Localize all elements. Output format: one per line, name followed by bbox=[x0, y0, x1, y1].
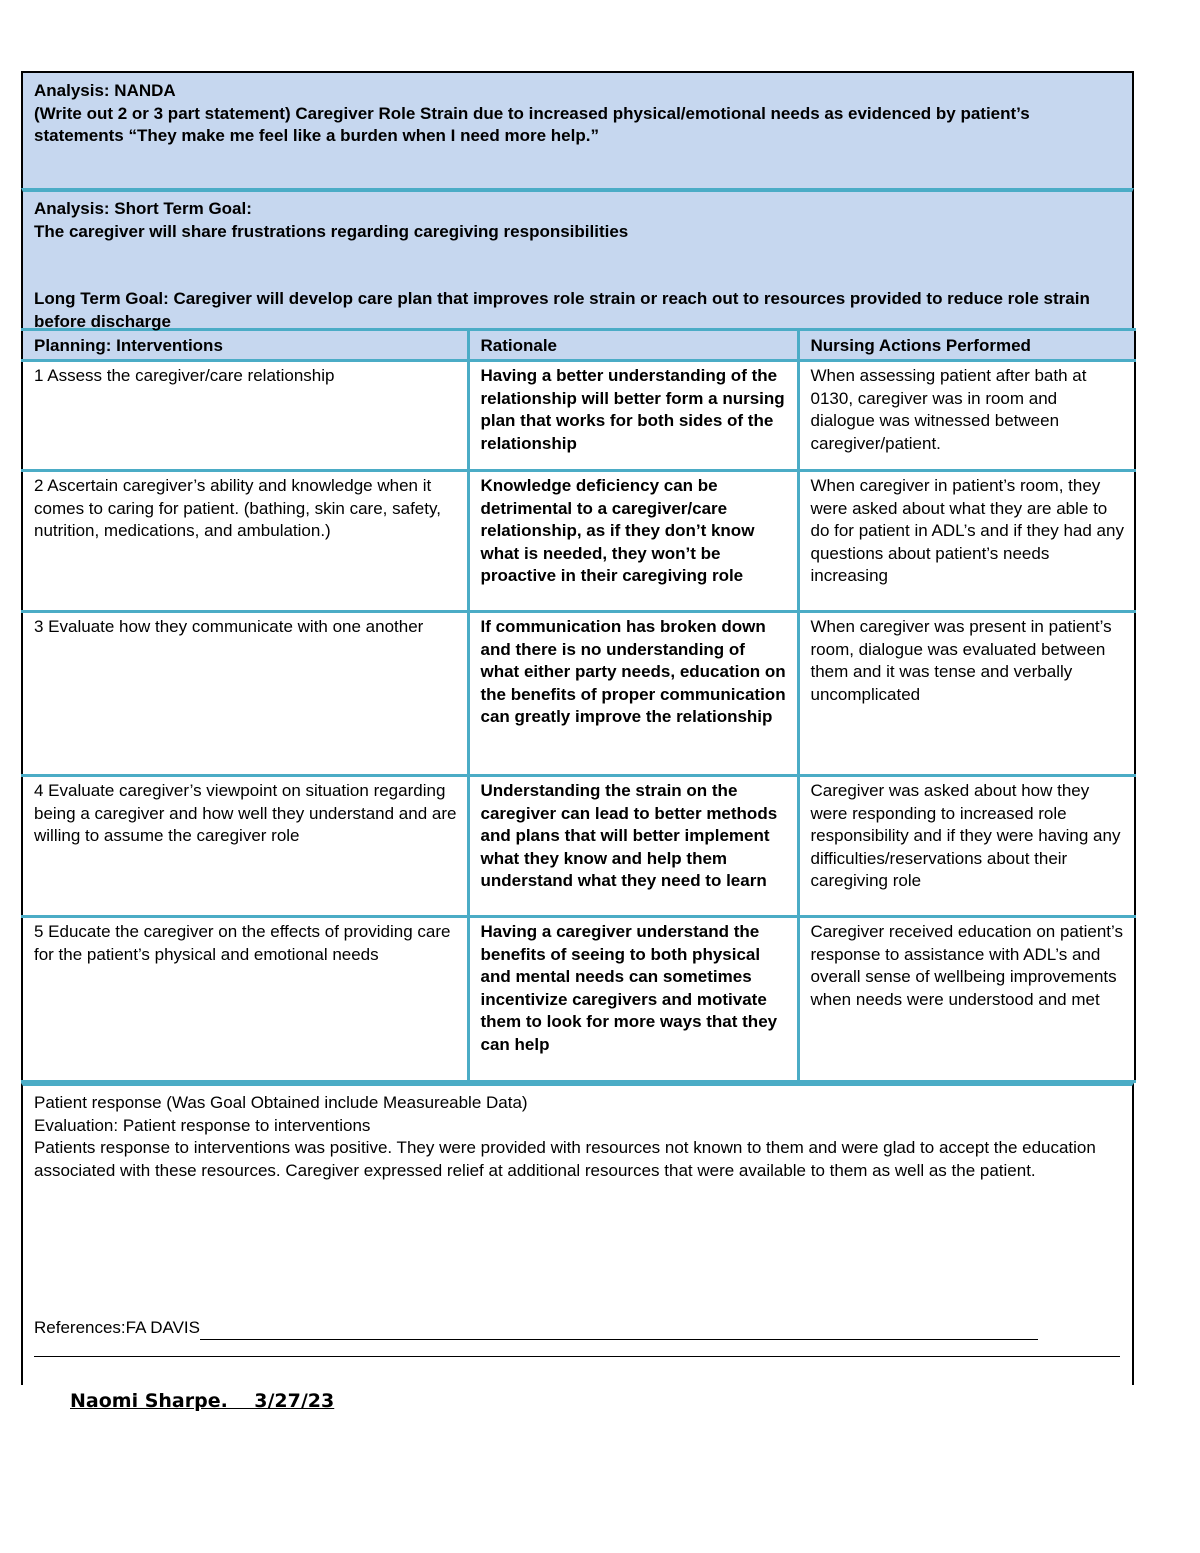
references bbox=[34, 1317, 1038, 1340]
rationale-cell: If communication has broken down and there is no understanding of what either party needs, education on the benefits of proper communication can greatly improve the relationship bbox=[468, 612, 798, 776]
rationale-cell: Having a better understanding of the relationship will better form a nursing plan that works for both sides of the relationship bbox=[468, 361, 798, 471]
intervention-cell: 3 Evaluate how they communicate with one another bbox=[22, 612, 468, 776]
action-cell: Caregiver was asked about how they were responding to increased role responsibility and if they were having any difficulties/reservations about their caregiving role bbox=[798, 776, 1135, 917]
long-term-goal: Long Term Goal: Caregiver will develop care plan that improves role strain or reach out to resources provided to reduce role strain before discharge bbox=[34, 289, 1090, 331]
header-nursing-actions: Nursing Actions Performed bbox=[798, 330, 1135, 361]
short-term-goal-heading: Analysis: Short Term Goal: bbox=[34, 199, 252, 218]
intervention-cell: 2 Ascertain caregiver’s ability and knowledge when it comes to caring for patient. (bathing, skin care, safety, nutrition, medications, and ambulation.) bbox=[22, 471, 468, 612]
action-cell: Caregiver received education on patient’s response to assistance with ADL’s and overall sense of wellbeing improvements when needs were understood and met bbox=[798, 917, 1135, 1082]
table-row bbox=[22, 471, 1135, 612]
references-label: References:FA DAVIS bbox=[34, 1318, 200, 1337]
care-plan-form bbox=[21, 71, 1134, 1385]
intervention-cell: 4 Evaluate caregiver’s viewpoint on situation regarding being a caregiver and how well they understand and are willing to assume the caregiver role bbox=[22, 776, 468, 917]
signature: Naomi Sharpe. 3/27/23 bbox=[70, 1390, 335, 1412]
rationale-cell: Understanding the strain on the caregiver can lead to better methods and plans that will better implement what they know and help them understand what they need to learn bbox=[468, 776, 798, 917]
table-row bbox=[22, 612, 1135, 776]
table-row bbox=[22, 361, 1135, 471]
table-row bbox=[22, 917, 1135, 1082]
rationale-cell: Knowledge deficiency can be detrimental to a caregiver/care relationship, as if they don’t know what is needed, they won’t be proactive in their caregiving role bbox=[468, 471, 798, 612]
divider-line bbox=[34, 1356, 1120, 1357]
short-term-goal: The caregiver will share frustrations regarding caregiving responsibilities bbox=[34, 221, 629, 241]
action-cell: When caregiver was present in patient’s room, dialogue was evaluated between them and it was tense and verbally uncomplicated bbox=[798, 612, 1135, 776]
table-row bbox=[22, 776, 1135, 917]
nanda-section bbox=[21, 71, 1134, 188]
rationale-cell: Having a caregiver understand the benefits of seeing to both physical and mental needs can sometimes incentivize caregivers and motivate them to look for more ways that they can help bbox=[468, 917, 798, 1082]
table-header-row bbox=[22, 330, 1135, 361]
evaluation-text: Patients response to interventions was positive. They were provided with resources not known to them and were glad to accept the education associated with these resources. Caregiver expressed relief at additional resources that were available to them as well as the patient. bbox=[34, 1138, 1096, 1180]
intervention-cell: 1 Assess the caregiver/care relationship bbox=[22, 361, 468, 471]
header-rationale: Rationale bbox=[468, 330, 798, 361]
action-cell: When assessing patient after bath at 0130, caregiver was in room and dialogue was witnessed between caregiver/patient. bbox=[798, 361, 1135, 471]
nanda-heading: Analysis: NANDA bbox=[34, 81, 176, 100]
references-underline bbox=[200, 1322, 1038, 1340]
action-cell: When caregiver in patient’s room, they were asked about what they are able to do for patient in ADL’s and if they had any questions about patient’s needs increasing bbox=[798, 471, 1135, 612]
nanda-statement: (Write out 2 or 3 part statement) Caregiver Role Strain due to increased physical/emotional needs as evidenced by patient’s statements “They make me feel like a burden when I need more help.” bbox=[34, 103, 1030, 145]
intervention-cell: 5 Educate the caregiver on the effects of providing care for the patient’s physical and emotional needs bbox=[22, 917, 468, 1082]
goals-section bbox=[21, 188, 1134, 331]
header-interventions: Planning: Interventions bbox=[22, 330, 468, 361]
interventions-table bbox=[21, 328, 1136, 1083]
evaluation-section bbox=[21, 1083, 1134, 1385]
evaluation-label: Evaluation: Patient response to interventions bbox=[34, 1115, 371, 1135]
patient-response-label: Patient response (Was Goal Obtained include Measureable Data) bbox=[34, 1093, 528, 1112]
